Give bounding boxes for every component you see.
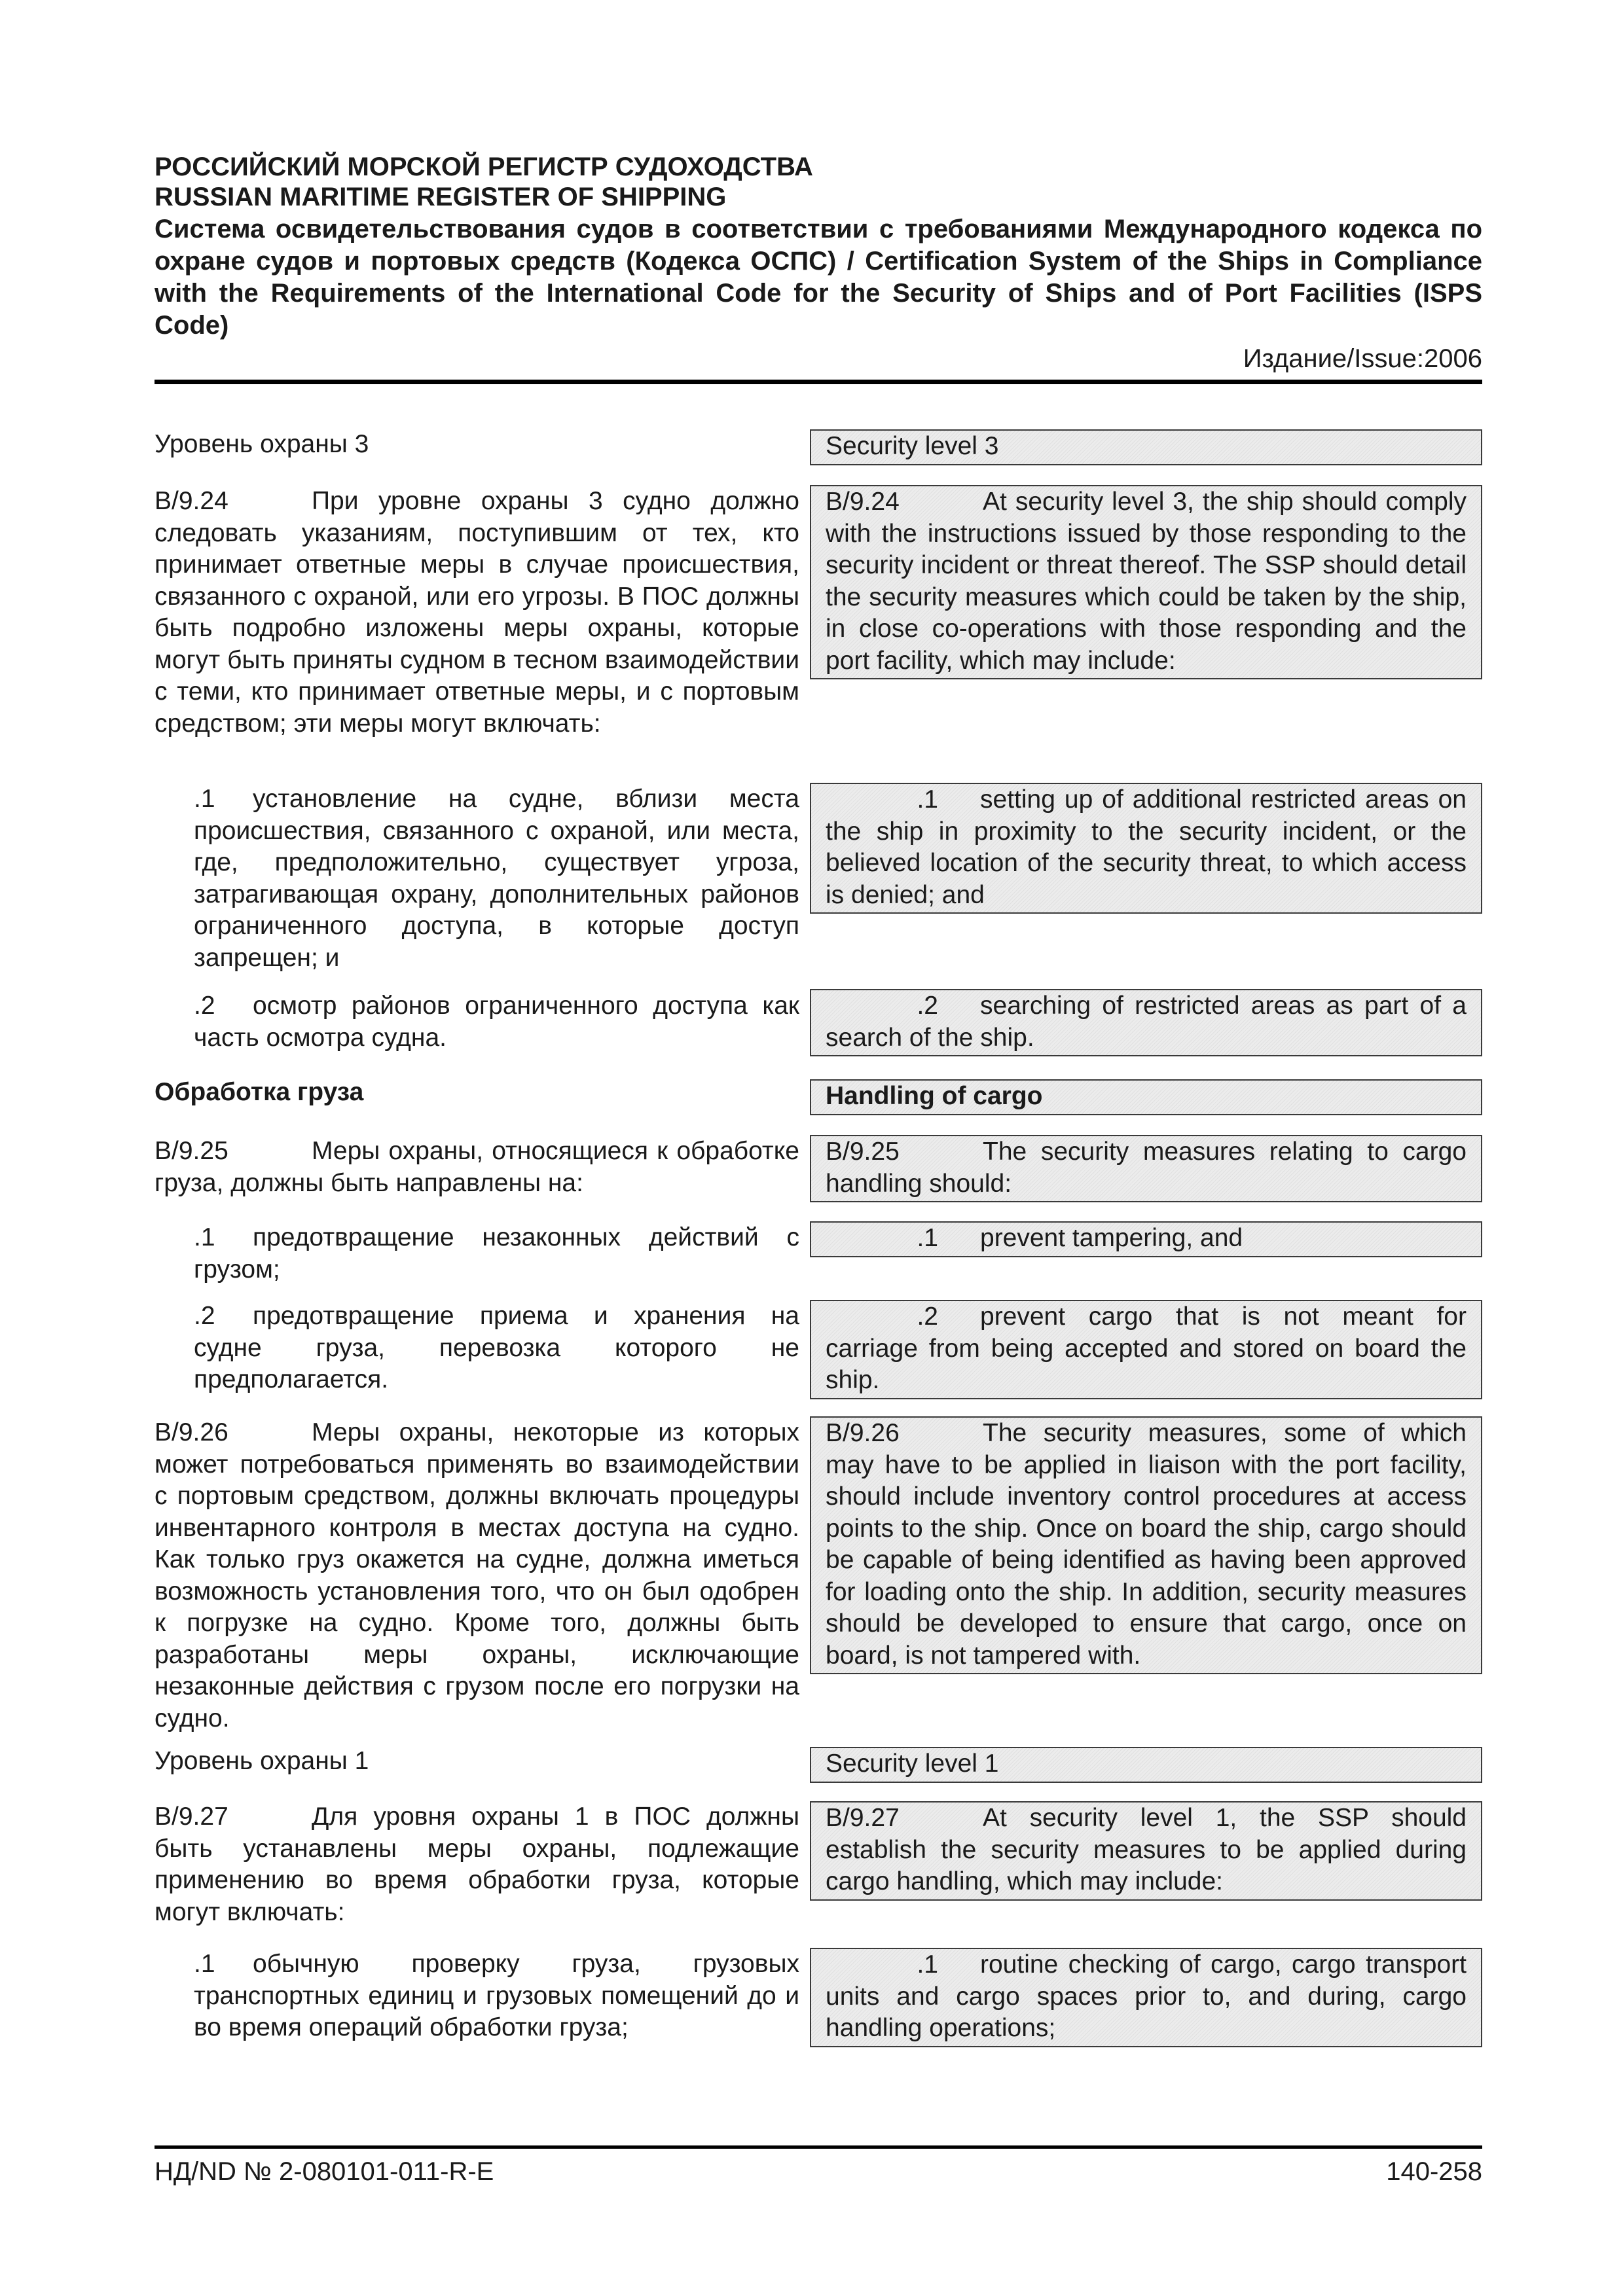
item-number: .1 xyxy=(194,1950,215,1978)
footer-divider xyxy=(155,2145,1482,2149)
paragraph-text: The security measures relating to cargo handling should: xyxy=(826,1138,1467,1198)
item-text: установление на судне, вблизи места происшествия, связанного с охраной, или места, где, предположительно, существует угроза, затрагивающая охрану, дополнительных районов ограниченного доступа, в которые доступ запрещен; и xyxy=(194,785,799,972)
paragraph-label: B/9.26 xyxy=(826,1419,900,1447)
en-item-b925-2 xyxy=(810,1300,1482,1399)
en-item-b927-1 xyxy=(810,1948,1482,2047)
page-number: 140-258 xyxy=(1386,2157,1482,2186)
en-paragraph-b926 xyxy=(810,1416,1482,1674)
paragraph-text: The security measures, some of which may have to be applied in liaison with the port facility, should include inventory control procedures at access points to the ship. Once on board the ship, cargo should be capable of being identified as having been approved for loading onto the ship. In addition, security measures should be developed to ensure that cargo, once on board, is not tampered with. xyxy=(826,1419,1467,1670)
en-paragraph-b927 xyxy=(810,1801,1482,1901)
ru-item-b924-1 xyxy=(155,783,799,974)
item-text: prevent tampering, and xyxy=(980,1224,1243,1252)
en-heading-security-level-3: Security level 3 xyxy=(810,429,1482,465)
paragraph-label: В/9.25 xyxy=(155,1137,228,1165)
item-number: .2 xyxy=(917,992,938,1020)
ru-heading-cargo-handling: Обработка груза xyxy=(155,1078,364,1106)
document-subtitle: Система освидетельствования судов в соответствии с требованиями Международного кодекса по охране судов и портовых средств (Кодекса ОСПС) / Certification System of the Ships in Compliance with the Requirements of the International Code for the Security of Ships and of Port Facilities (ISPS Code) xyxy=(155,215,1482,340)
item-number: .1 xyxy=(194,785,215,813)
ru-paragraph-b927 xyxy=(155,1801,799,1928)
item-text: setting up of additional restricted areas on the ship in proximity to the security incident, or the believed location of the security threat, to which access is denied; and xyxy=(826,785,1467,909)
item-text: routine checking of cargo, cargo transport units and cargo spaces prior to, and during, cargo handling operations; xyxy=(826,1950,1467,2042)
ru-item-b927-1 xyxy=(155,1948,799,2044)
item-number: .1 xyxy=(917,785,938,814)
ru-item-b924-2 xyxy=(155,990,799,1054)
org-name-en: RUSSIAN MARITIME REGISTER OF SHIPPING xyxy=(155,183,727,211)
paragraph-text: Меры охраны, относящиеся к обработке груза, должны быть направлены на: xyxy=(155,1137,799,1197)
item-number: .1 xyxy=(917,1224,938,1252)
item-text: предотвращение незаконных действий с грузом; xyxy=(194,1223,799,1283)
document-number: НД/ND № 2-080101-011-R-E xyxy=(155,2157,494,2186)
ru-paragraph-b926 xyxy=(155,1417,799,1734)
paragraph-label: В/9.26 xyxy=(155,1418,228,1446)
paragraph-text: Для уровня охраны 1 в ПОС должны быть устанавлены меры охраны, подлежащие применению во время обработки груза, которые могут включать: xyxy=(155,1803,799,1926)
en-heading-security-level-1: Security level 1 xyxy=(810,1747,1482,1783)
en-heading-cargo-handling: Handling of cargo xyxy=(810,1079,1482,1115)
en-paragraph-b924 xyxy=(810,485,1482,679)
paragraph-label: В/9.27 xyxy=(155,1803,228,1831)
issue-label: Издание/Issue:2006 xyxy=(1243,344,1482,373)
en-item-b925-1 xyxy=(810,1221,1482,1257)
paragraph-text: At security level 1, the SSP should establish the security measures to be applied during cargo handling, which may include: xyxy=(826,1804,1467,1895)
org-name-ru: РОССИЙСКИЙ МОРСКОЙ РЕГИСТР СУДОХОДСТВА xyxy=(155,152,813,181)
item-text: searching of restricted areas as part of a search of the ship. xyxy=(826,992,1467,1052)
ru-item-b925-1 xyxy=(155,1222,799,1285)
en-item-b924-2 xyxy=(810,989,1482,1056)
item-number: .1 xyxy=(917,1950,938,1979)
en-paragraph-b925 xyxy=(810,1135,1482,1202)
item-number: .2 xyxy=(194,1302,215,1330)
header-divider xyxy=(155,380,1482,384)
paragraph-text: При уровне охраны 3 судно должно следовать указаниям, поступившим от тех, кто принимает ответные меры в случае происшествия, связанного с охраной, или его угрозы. В ПОС должны быть подробно изложены меры охраны, которые могут быть приняты судном в тесном взаимодействии с теми, кто принимает ответные меры, и с портовым средством; эти меры могут включать: xyxy=(155,487,799,738)
paragraph-text: At security level 3, the ship should comply with the instructions issued by those responding to the security incident or threat thereof. The SSP should detail the security measures which could be taken by the ship, in close co-operations with those responding and the port facility, which may include: xyxy=(826,488,1467,675)
item-number: .2 xyxy=(917,1302,938,1331)
paragraph-label: B/9.25 xyxy=(826,1138,900,1166)
ru-item-b925-2 xyxy=(155,1300,799,1396)
item-text: осмотр районов ограниченного доступа как часть осмотра судна. xyxy=(194,992,799,1052)
item-number: .2 xyxy=(194,992,215,1020)
item-number: .1 xyxy=(194,1223,215,1251)
paragraph-text: Меры охраны, некоторые из которых может потребоваться применять во взаимодействии с портовым средством, должны включать процедуры инвентарного контроля в местах доступа на судно. Как только груз окажется на судне, должна иметься возможность установления того, что он был одобрен к погрузке на судно. Кроме того, должны быть разработаны меры охраны, исключающие незаконные действия с грузом после его погрузки на судно. xyxy=(155,1418,799,1732)
ru-paragraph-b924 xyxy=(155,486,799,740)
paragraph-label: B/9.27 xyxy=(826,1804,900,1832)
paragraph-label: B/9.24 xyxy=(826,488,900,516)
item-text: prevent cargo that is not meant for carriage from being accepted and stored on board the ship. xyxy=(826,1302,1467,1394)
ru-paragraph-b925 xyxy=(155,1136,799,1199)
en-item-b924-1 xyxy=(810,783,1482,914)
ru-heading-security-level-3: Уровень охраны 3 xyxy=(155,430,369,458)
paragraph-label: В/9.24 xyxy=(155,487,228,515)
item-text: предотвращение приема и хранения на судне груза, перевозка которого не предполагается. xyxy=(194,1302,799,1393)
ru-heading-security-level-1: Уровень охраны 1 xyxy=(155,1747,369,1775)
item-text: обычную проверку груза, грузовых транспортных единиц и грузовых помещений до и во время операций обработки груза; xyxy=(194,1950,799,2041)
document-header xyxy=(155,152,1482,342)
